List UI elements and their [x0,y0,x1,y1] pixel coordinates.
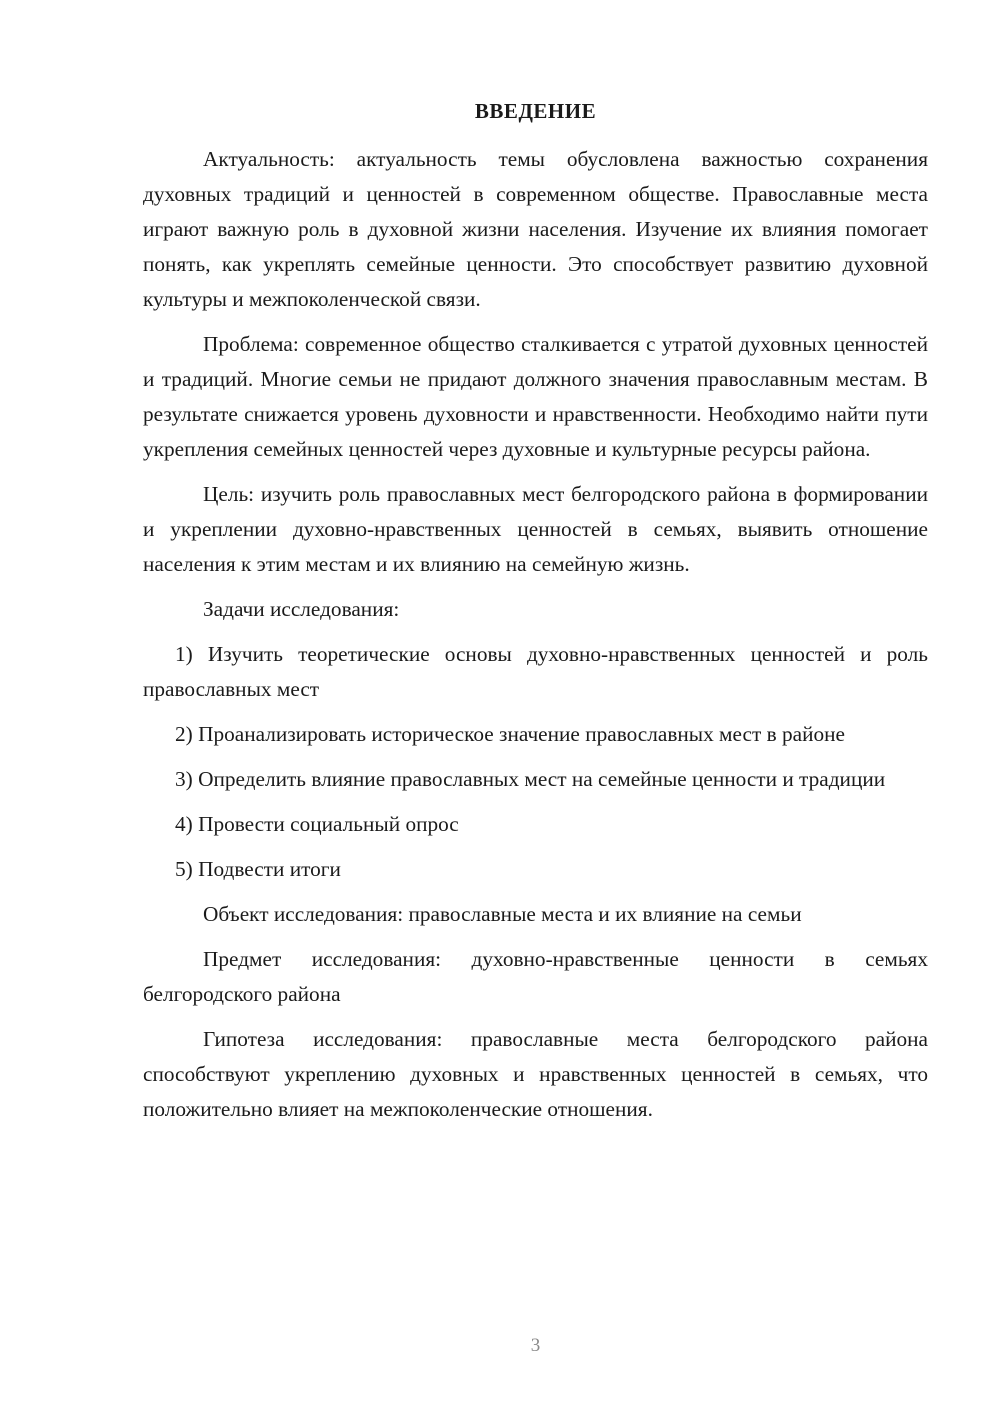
goal-paragraph: Цель: изучить роль православных мест белгородского района в формировании и укреплении духовно-нравственных ценностей в семьях, выявить отношение населения к этим местам и их влиянию на семейную жизнь. [143,482,928,576]
tasks-heading: Задачи исследования: [203,597,400,621]
document-page [143,0,928,1414]
relevance-paragraph: Актуальность: актуальность темы обусловлена важностью сохранения духовных традиций и ценностей в современном обществе. Православные места играют важную роль в духовной жизни населения. Изучение их влияния помогает понять, как укреплять семейные ценности. Это способствует развитию духовной культуры и межпоколенческой связи. [143,147,928,311]
task-item-5: 5) Подвести итоги [175,857,341,881]
problem-paragraph: Проблема: современное общество сталкивается с утратой духовных ценностей и традиций. Многие семьи не придают должного значения православным местам. В результате снижается уровень духовности и нравственности. Необходимо найти пути укрепления семейных ценностей через духовные и культурные ресурсы района. [143,332,928,461]
task-item-2: 2) Проанализировать историческое значение православных мест в районе [175,722,845,746]
research-object-paragraph: Объект исследования: православные места и их влияние на семьи [203,902,802,926]
task-item-1: 1) Изучить теоретические основы духовно-нравственных ценностей и роль православных мест [143,642,928,701]
hypothesis-paragraph: Гипотеза исследования: православные места белгородского района способствуют укреплению духовных и нравственных ценностей в семьях, что положительно влияет на межпоколенческие отношения. [143,1027,928,1121]
task-item-3: 3) Определить влияние православных мест на семейные ценности и традиции [175,767,886,791]
task-item-4: 4) Провести социальный опрос [175,812,459,836]
page-number: 3 [530,1335,541,1356]
document-body [143,142,928,1137]
section-title: ВВЕДЕНИЕ [474,99,597,123]
research-subject-paragraph: Предмет исследования: духовно-нравственные ценности в семьях белгородского района [143,947,928,1006]
